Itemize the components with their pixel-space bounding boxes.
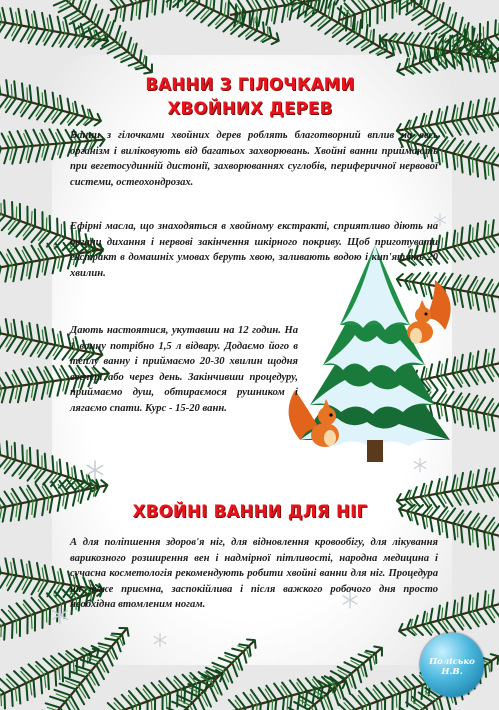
section1-paragraph1: Ванни з гілочками хвойних дерев роблять благотворний вплив на весь організм і виліковують від багатьох захворювань. Хвойні ванни приймають при вегетосудинній дистонії, захворюваннях суглобів, периферичної нервової системи, остеохондрозах. (70, 130, 438, 188)
section1-title-line1: ВАННИ З ГІЛОЧКАМИ (145, 75, 355, 94)
section1-paragraph3: Дають настоятися, укутавши на 12 годин. На 1 ванну потрібно 1,5 л відвару. Додаємо його в теплу ванну і приймаємо 20-30 хвилин щодня ввечері або через день. Закінчивши процедуру, приймаємо душ, обтираємося рушником і лягаємо спати. Курс - 15-20 ванн. (70, 325, 298, 414)
section2-title: ХВОЙНІ ВАННИ ДЛЯ НІГ (132, 502, 368, 521)
section2-paragraph: А для поліпшення здоров'я ніг, для відновлення кровообігу, для лікування варикозного розширення вен і надмірної пітливості, народна медицина і сучасна косметологія рекомендують робити хвойні ванни для ніг. Процедура ця дуже приємна, заспокійлива і після важкого робочого дня просто необхідна втомленим ногам. (70, 537, 438, 610)
author-badge-text: Полісько Н.В. (429, 657, 475, 677)
section1-paragraph2: Ефірні масла, що знаходяться в хвойному екстракті, сприятливо діють на органи дихання і нервові закінчення шкірного покриву. Щоб приготувати екстракт в домашніх умовах беруть хвою, заливають водою і кип'ятять 20 хвилин. (70, 221, 438, 279)
author-badge (420, 633, 484, 697)
section1-title-line2: ХВОЙНИХ ДЕРЕВ (167, 99, 333, 118)
section1-title (120, 73, 380, 121)
